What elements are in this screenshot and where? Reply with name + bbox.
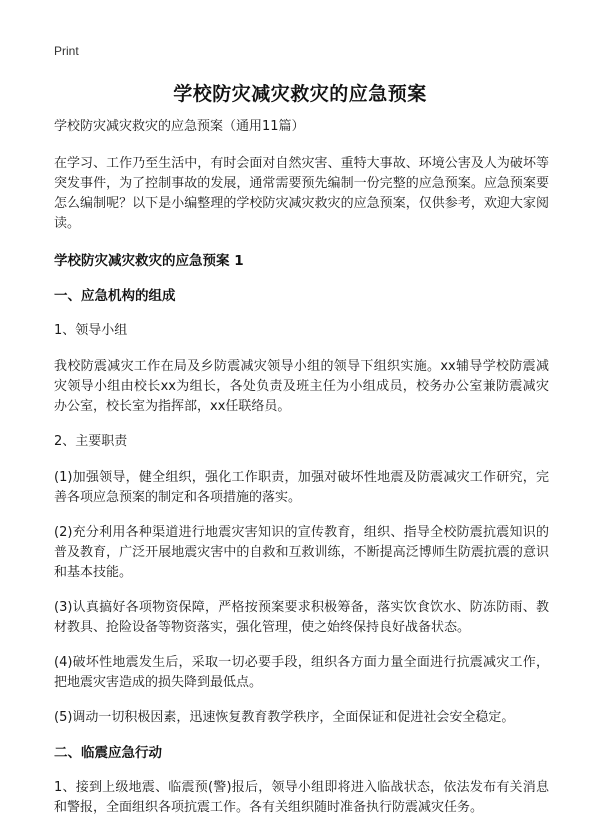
section-heading: 学校防灾减灾救灾的应急预案 1: [54, 253, 244, 269]
part2-paragraph: 1、接到上级地震、临震预(警)报后，领导小组即将进入临战状态，依法发布有关消息和警报，全面组织各项抗震工作。各有关组织随时准备执行防震减灾任务。: [54, 780, 549, 815]
duty-item-4: (4)破坏性地震发生后，采取一切必要手段，组织各方面力量全面进行抗震减灾工作，把地震灾害造成的损失降到最低点。: [54, 655, 549, 690]
item2-title: 2、主要职责: [54, 434, 128, 449]
print-label: Print: [54, 44, 79, 58]
duty-item-1: (1)加强领导，健全组织，强化工作职责，加强对破坏性地震及防震减灾工作研究，完善各项应急预案的制定和各项措施的落实。: [54, 470, 549, 505]
duty-item-5: (5)调动一切积极因素，迅速恢复教育教学秩序，全面保证和促进社会安全稳定。: [54, 710, 515, 725]
duty-item-3: (3)认真搞好各项物资保障，严格按预案要求积极筹备，落实饮食饮水、防冻防雨、教材教具、抢险设备等物资落实，强化管理，使之始终保持良好战备状态。: [54, 600, 549, 635]
part1-heading: 一、应急机构的组成: [54, 288, 176, 304]
page-title: 学校防灾减灾救灾的应急预案: [173, 83, 427, 105]
item1-title: 1、领导小组: [54, 323, 128, 338]
item1-paragraph: 我校防震减灾工作在局及乡防震减灾领导小组的领导下组织实施。xx辅导学校防震减灾领导小组由校长xx为组长，各处负责及班主任为小组成员，校务办公室兼防震减灾办公室，校长室为指挥部，xx任联络员。: [54, 359, 549, 414]
duty-item-2: (2)充分利用各种渠道进行地震灾害知识的宣传教育，组织、指导全校防震抗震知识的普及教育，广泛开展地震灾害中的自救和互救训练，不断提高泛博师生防震抗震的意识和基本技能。: [54, 525, 549, 580]
document-body: [54, 117, 549, 833]
part2-heading: 二、临震应急行动: [54, 745, 162, 761]
document-subtitle: 学校防灾减灾救灾的应急预案（通用11篇）: [54, 119, 305, 134]
intro-paragraph: 在学习、工作乃至生活中，有时会面对自然灾害、重特大事故、环境公害及人为破坏等突发事件，为了控制事故的发展，通常需要预先编制一份完整的应急预案。应急预案要怎么编制呢？以下是小编整理的学校防灾减灾救灾的应急预案，仅供参考，欢迎大家阅读。: [54, 156, 549, 231]
